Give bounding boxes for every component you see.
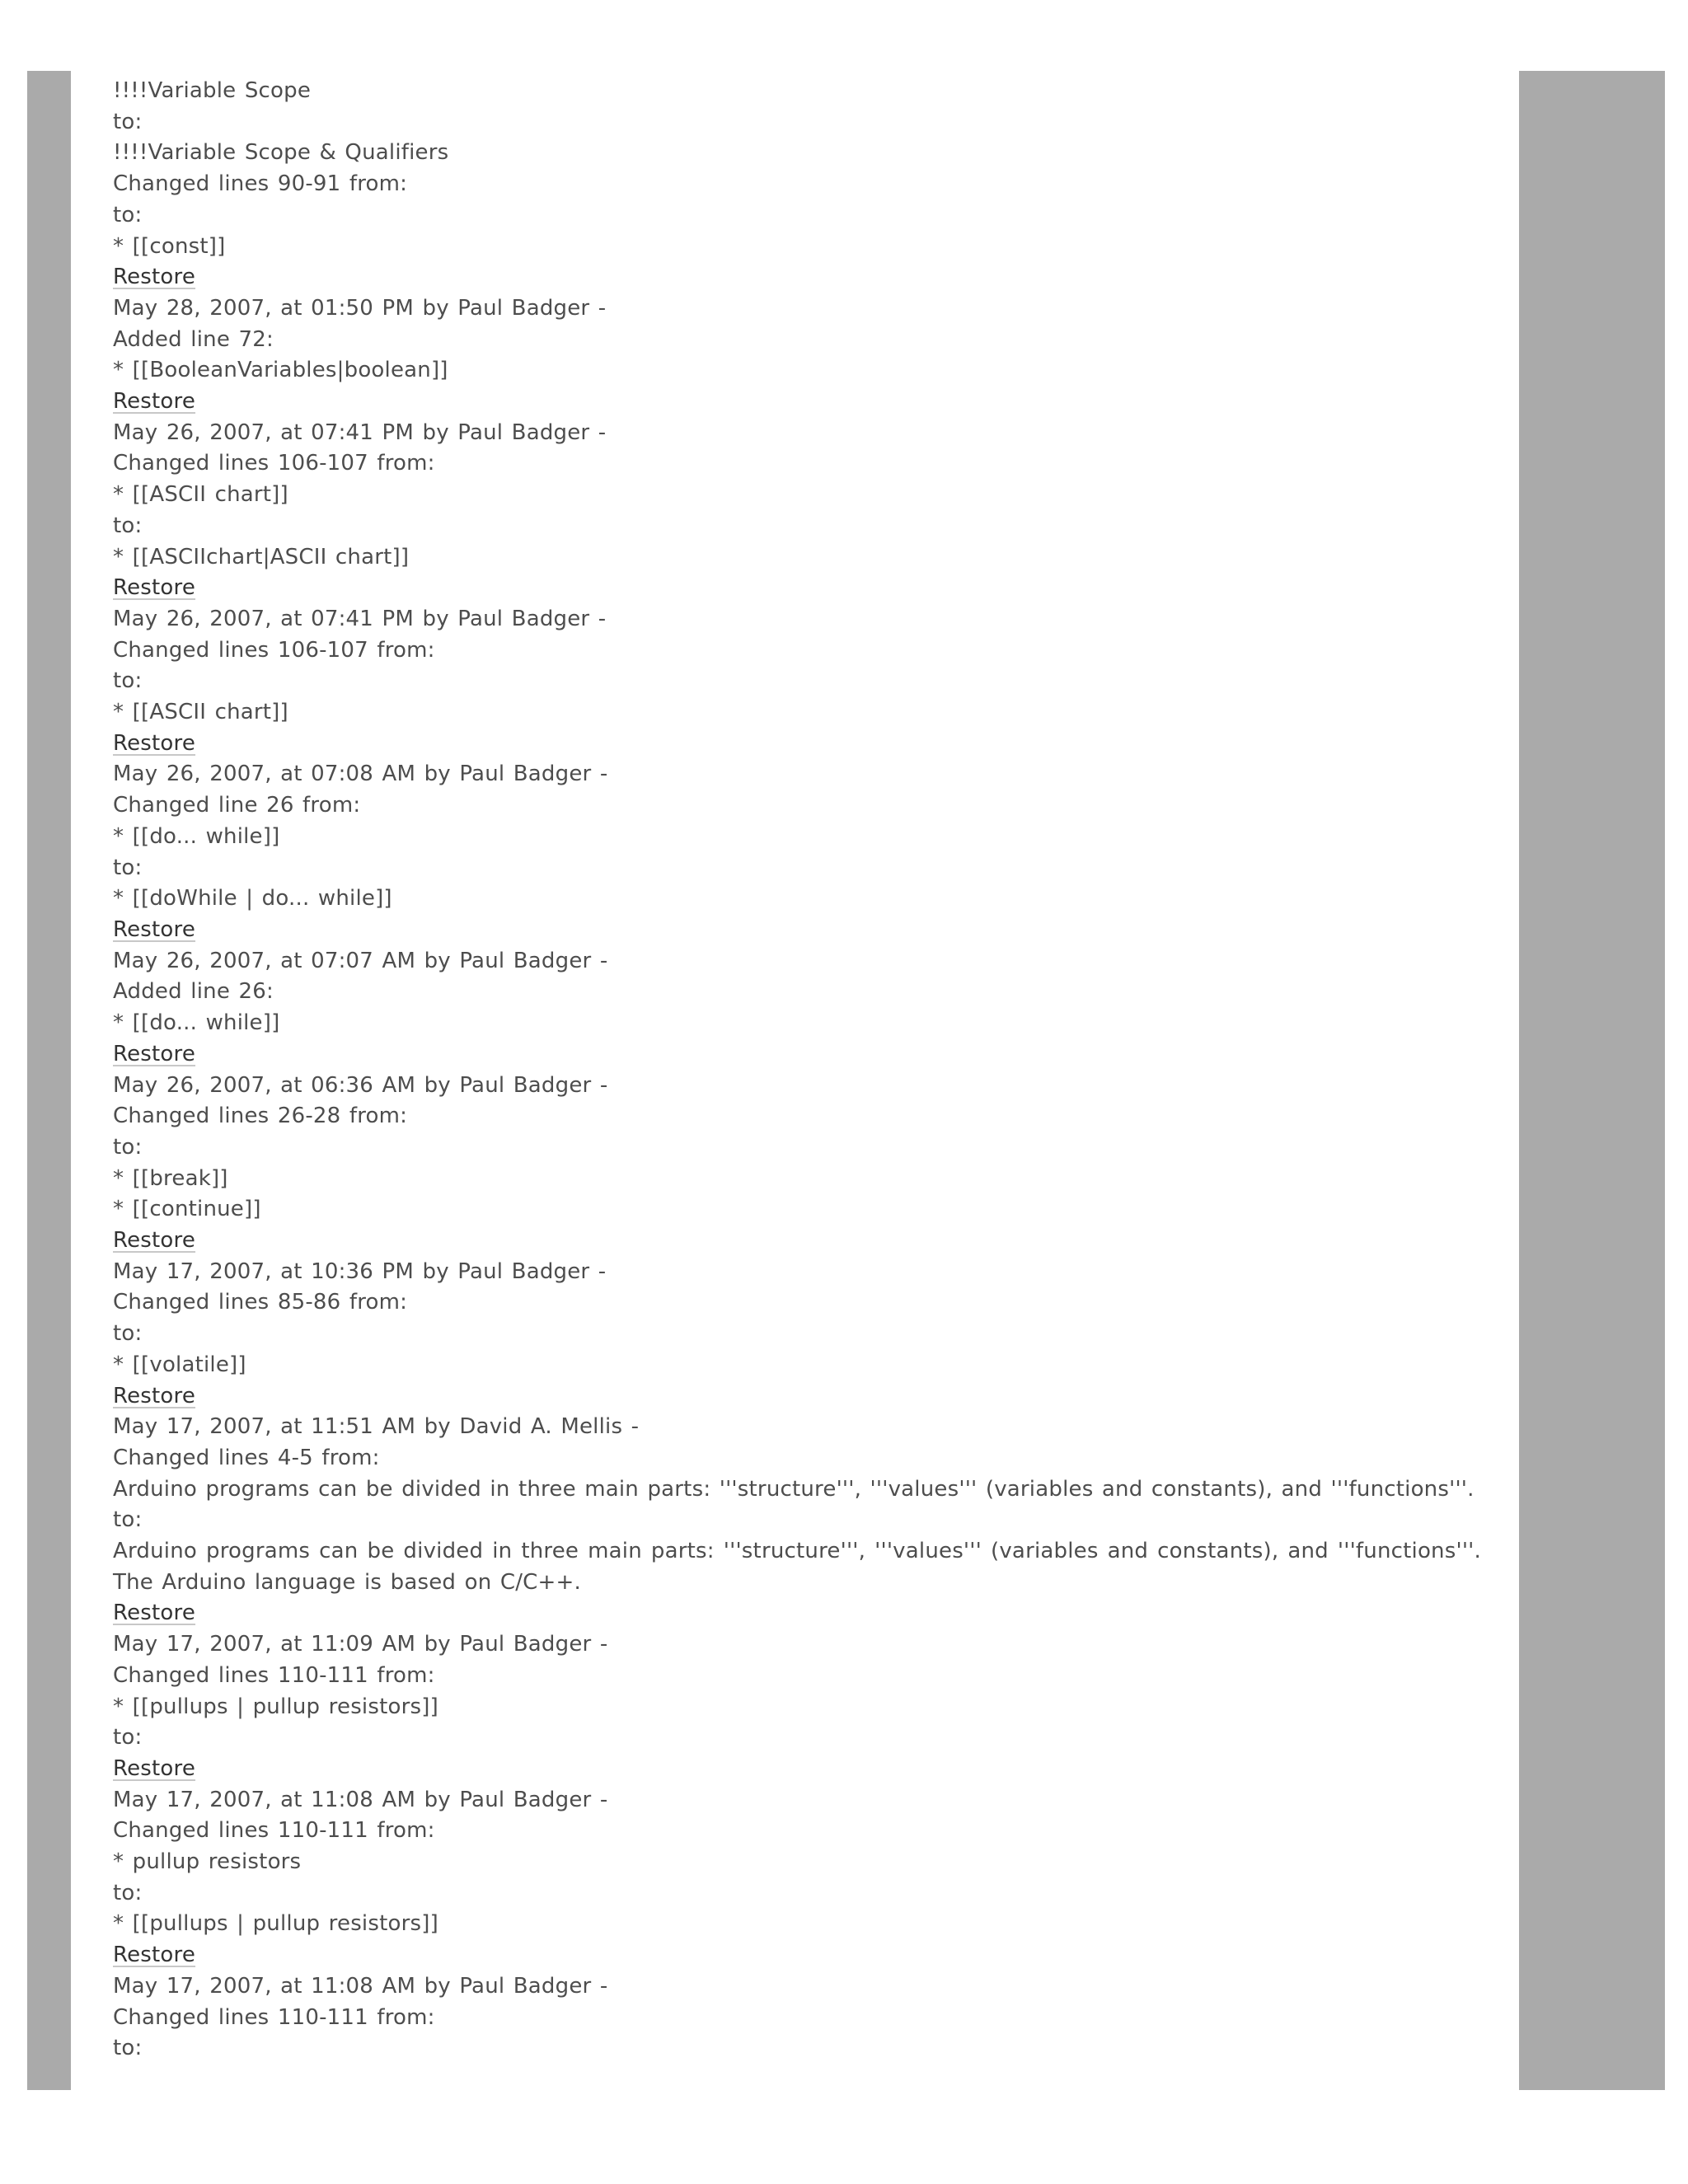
history-line: Changed lines 106-107 from: [113, 451, 435, 476]
history-line: * [[ASCIIchart|ASCII chart]] [113, 544, 410, 569]
history-line: to: [113, 855, 143, 880]
history-line: to: [113, 1134, 143, 1160]
history-line: May 17, 2007, at 11:08 AM by Paul Badger - [113, 1787, 608, 1812]
restore-link[interactable]: Restore [113, 389, 196, 415]
restore-link[interactable]: Restore [113, 730, 196, 756]
restore-link[interactable]: Restore [113, 916, 196, 942]
history-line: May 26, 2007, at 06:36 AM by Paul Badger - [113, 1072, 608, 1098]
history-line: May 26, 2007, at 07:08 AM by Paul Badger - [113, 762, 608, 787]
history-line: Changed lines 110-111 from: [113, 1662, 435, 1688]
history-line: to: [113, 109, 143, 134]
restore-row [113, 729, 1481, 760]
history-line: * [[doWhile | do... while]] [113, 886, 392, 912]
history-line: to: [113, 1507, 143, 1533]
history-line: * [[pullups | pullup resistors]] [113, 1911, 438, 1937]
history-line: Arduino programs can be divided in three main parts: '''structure''', '''values''' (variables and constants), and '''functions'''. The Arduino language is based on C/C++. [113, 1539, 1481, 1595]
history-line: May 17, 2007, at 11:51 AM by David A. Mellis - [113, 1414, 640, 1440]
restore-row [113, 1754, 1481, 1785]
history-line: May 17, 2007, at 11:08 AM by Paul Badger - [113, 1973, 608, 1999]
history-line: * [[do... while]] [113, 1010, 280, 1036]
restore-row [113, 915, 1481, 946]
restore-row [113, 387, 1481, 418]
left-gray-bar [27, 71, 71, 2090]
history-line: * [[BooleanVariables|boolean]] [113, 358, 448, 383]
history-line: to: [113, 1321, 143, 1347]
restore-row [113, 262, 1481, 293]
restore-row [113, 1598, 1481, 1629]
history-line: to: [113, 513, 143, 538]
history-line: * [[break]] [113, 1165, 228, 1191]
history-line: Added line 26: [113, 979, 274, 1005]
history-line: * [[pullups | pullup resistors]] [113, 1694, 438, 1719]
history-line: Changed line 26 from: [113, 793, 361, 818]
restore-row [113, 1381, 1481, 1413]
history-line: May 17, 2007, at 10:36 PM by Paul Badger - [113, 1258, 607, 1284]
history-line: !!!!Variable Scope & Qualifiers [113, 140, 449, 166]
history-line: * [[do... while]] [113, 823, 280, 849]
history-line: Changed lines 106-107 from: [113, 637, 435, 663]
restore-link[interactable]: Restore [113, 1943, 196, 1968]
restore-link[interactable]: Restore [113, 1383, 196, 1408]
restore-link[interactable]: Restore [113, 265, 196, 290]
history-line: to: [113, 202, 143, 227]
restore-row [113, 1940, 1481, 1971]
history-line: * pullup resistors [113, 1849, 302, 1875]
restore-link[interactable]: Restore [113, 1601, 196, 1626]
page-history-content [113, 76, 1481, 2064]
restore-link[interactable]: Restore [113, 575, 196, 601]
history-line: Changed lines 110-111 from: [113, 2004, 435, 2030]
history-line: !!!!Variable Scope [113, 78, 312, 103]
history-line: May 28, 2007, at 01:50 PM by Paul Badger - [113, 295, 607, 321]
history-line: Changed lines 110-111 from: [113, 1818, 435, 1844]
history-line: May 26, 2007, at 07:07 AM by Paul Badger - [113, 948, 608, 973]
history-line: * [[volatile]] [113, 1352, 246, 1377]
restore-link[interactable]: Restore [113, 1041, 196, 1066]
history-line: Arduino programs can be divided in three main parts: '''structure''', '''values''' (variables and constants), and '''functions'''. [113, 1476, 1475, 1502]
history-line: Changed lines 90-91 from: [113, 171, 408, 197]
history-line: May 26, 2007, at 07:41 PM by Paul Badger - [113, 419, 607, 445]
restore-row [113, 1039, 1481, 1071]
restore-link[interactable]: Restore [113, 1228, 196, 1254]
history-line: to: [113, 668, 143, 694]
history-line: Changed lines 85-86 from: [113, 1290, 408, 1315]
history-line: to: [113, 2036, 143, 2061]
restore-row [113, 1226, 1481, 1257]
history-line: Changed lines 26-28 from: [113, 1104, 408, 1129]
history-line: to: [113, 1725, 143, 1750]
history-line: May 26, 2007, at 07:41 PM by Paul Badger - [113, 606, 607, 631]
history-line: * [[ASCII chart]] [113, 700, 288, 725]
history-line: * [[continue]] [113, 1197, 261, 1222]
history-line: May 17, 2007, at 11:09 AM by Paul Badger - [113, 1632, 608, 1657]
restore-link[interactable]: Restore [113, 1755, 196, 1781]
restore-row [113, 573, 1481, 604]
history-line: Changed lines 4-5 from: [113, 1445, 380, 1470]
right-gray-bar [1519, 71, 1665, 2090]
history-line: * [[ASCII chart]] [113, 482, 288, 508]
history-line: * [[const]] [113, 233, 226, 259]
history-line: Added line 72: [113, 326, 274, 352]
history-line: to: [113, 1880, 143, 1905]
